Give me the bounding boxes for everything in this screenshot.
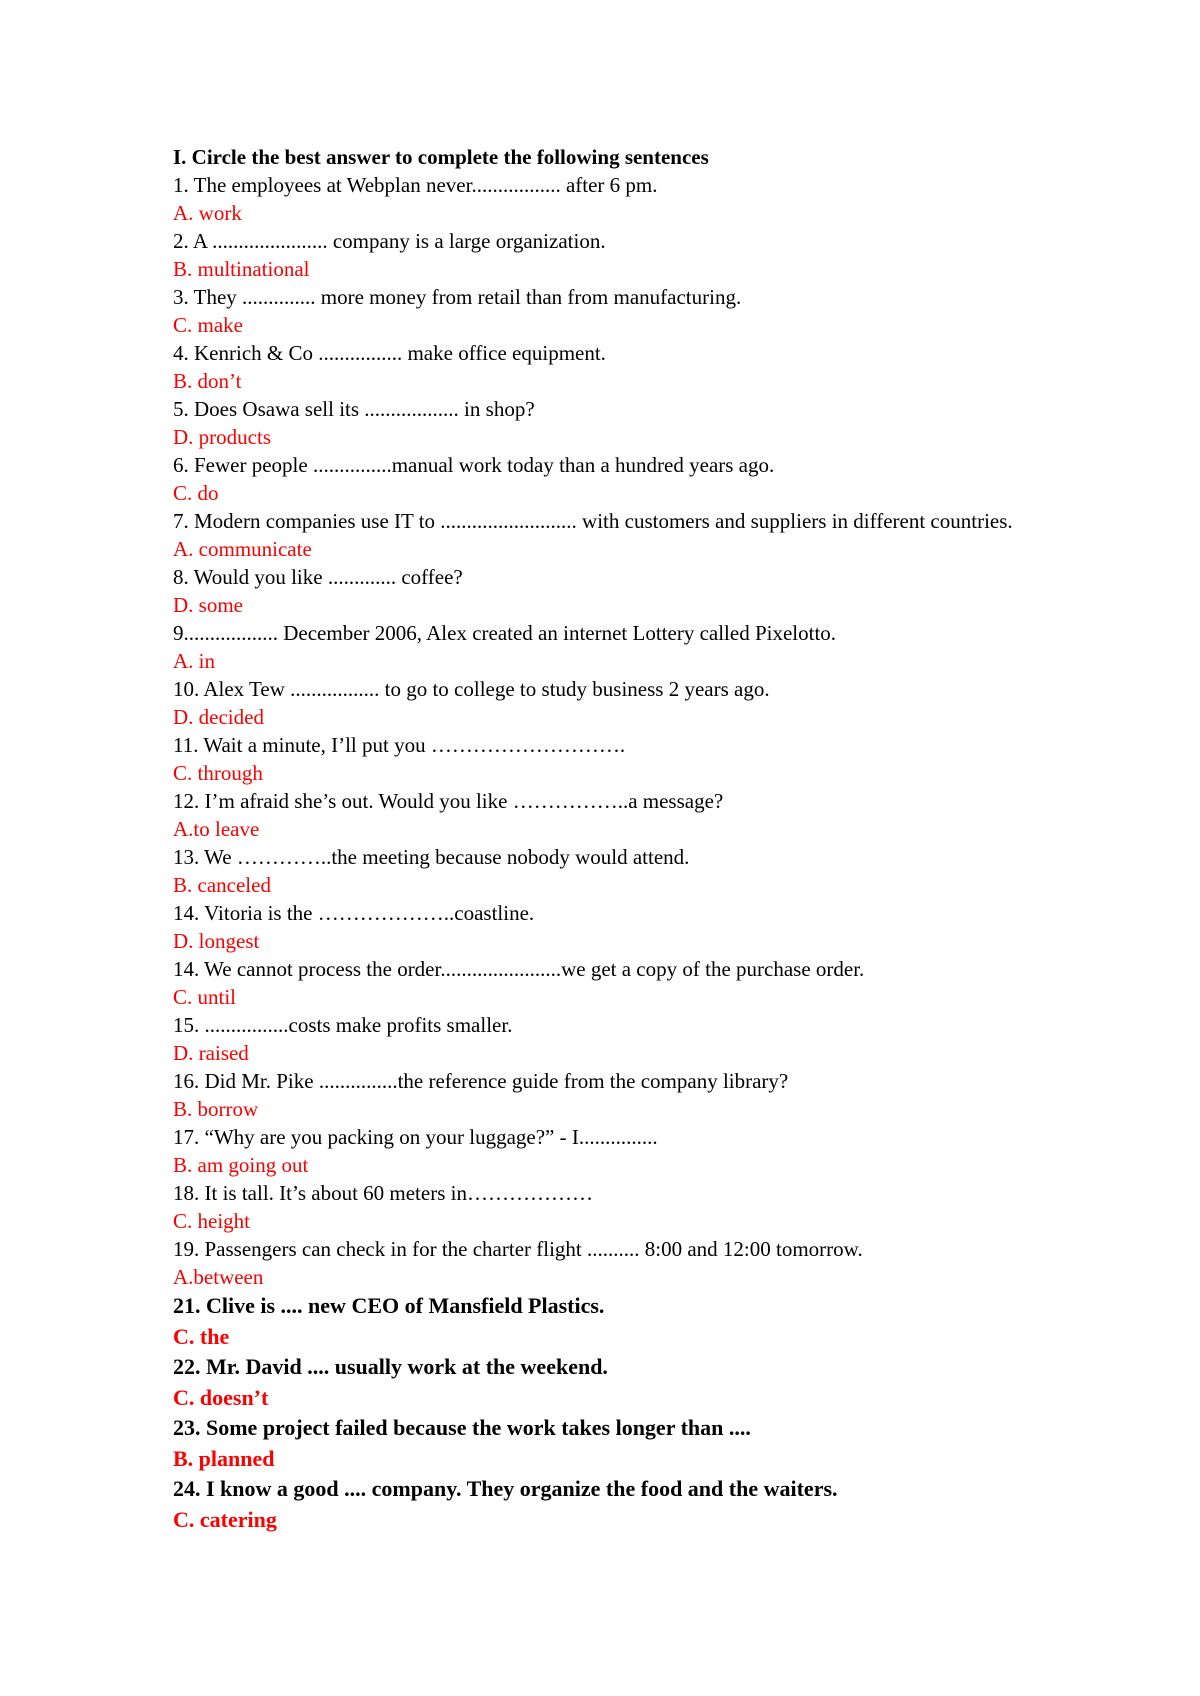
answer-text: B. am going out [173, 1153, 309, 1177]
answer-text: B. multinational [173, 257, 310, 281]
question-text: 7. Modern companies use IT to .......................... with customers and suppliers in different countries. [173, 509, 1013, 533]
answer-text: D. some [173, 593, 243, 617]
question-text: 14. We cannot process the order.......................we get a copy of the purchase order. [173, 957, 865, 981]
answer-text: B. don’t [173, 369, 242, 393]
answer-text: C. make [173, 313, 243, 337]
question-text: 23. Some project failed because the work takes longer than .... [173, 1415, 751, 1440]
question-text: 16. Did Mr. Pike ...............the reference guide from the company library? [173, 1069, 789, 1093]
answer-text: D. products [173, 425, 271, 449]
question-text: 6. Fewer people ...............manual work today than a hundred years ago. [173, 453, 775, 477]
question-text: 14. Vitoria is the ………………..coastline. [173, 901, 535, 925]
answer-text: D. decided [173, 705, 264, 729]
question-text: 11. Wait a minute, I’ll put you ………………………. [173, 733, 626, 757]
answer-text: C. doesn’t [173, 1384, 269, 1410]
question-text: 13. We …………..the meeting because nobody would attend. [173, 845, 690, 869]
document-page [173, 143, 1073, 1535]
question-text: 18. It is tall. It’s about 60 meters in……………… [173, 1181, 593, 1205]
answer-text: D. raised [173, 1041, 249, 1065]
answer-text: B. planned [173, 1445, 275, 1471]
question-text: 21. Clive is .... new CEO of Mansfield Plastics. [173, 1293, 605, 1318]
question-text: 2. A ...................... company is a large organization. [173, 229, 606, 253]
answer-text: A. in [173, 649, 215, 673]
answer-text: A. communicate [173, 537, 312, 561]
answer-text: C. until [173, 985, 237, 1009]
section-heading: I. Circle the best answer to complete the following sentences [173, 145, 709, 169]
question-list [173, 171, 1073, 1291]
question-text: 19. Passengers can check in for the charter flight .......... 8:00 and 12:00 tomorrow. [173, 1237, 863, 1261]
answer-text: B. borrow [173, 1097, 259, 1121]
question-text: 9.................. December 2006, Alex created an internet Lottery called Pixelotto. [173, 621, 837, 645]
question-text: 1. The employees at Webplan never................. after 6 pm. [173, 173, 658, 197]
answer-text: D. longest [173, 929, 260, 953]
question-text: 17. “Why are you packing on your luggage?” - I............... [173, 1125, 658, 1149]
answer-text: A.to leave [173, 817, 260, 841]
question-text: 5. Does Osawa sell its .................. in shop? [173, 397, 535, 421]
answer-text: C. catering [173, 1506, 277, 1532]
answer-text: A. work [173, 201, 242, 225]
bold-question-list [173, 1291, 1073, 1535]
question-text: 10. Alex Tew ................. to go to college to study business 2 years ago. [173, 677, 770, 701]
answer-text: B. canceled [173, 873, 271, 897]
answer-text: C. do [173, 481, 219, 505]
question-text: 4. Kenrich & Co ................ make office equipment. [173, 341, 606, 365]
answer-text: A.between [173, 1265, 264, 1289]
question-text: 8. Would you like ............. coffee? [173, 565, 463, 589]
question-text: 22. Mr. David .... usually work at the weekend. [173, 1354, 608, 1379]
answer-text: C. the [173, 1323, 230, 1349]
answer-text: C. height [173, 1209, 250, 1233]
answer-text: C. through [173, 761, 263, 785]
question-text: 24. I know a good .... company. They organize the food and the waiters. [173, 1476, 838, 1501]
question-text: 15. ................costs make profits smaller. [173, 1013, 513, 1037]
question-text: 3. They .............. more money from retail than from manufacturing. [173, 285, 742, 309]
question-text: 12. I’m afraid she’s out. Would you like ……………..a message? [173, 789, 724, 813]
